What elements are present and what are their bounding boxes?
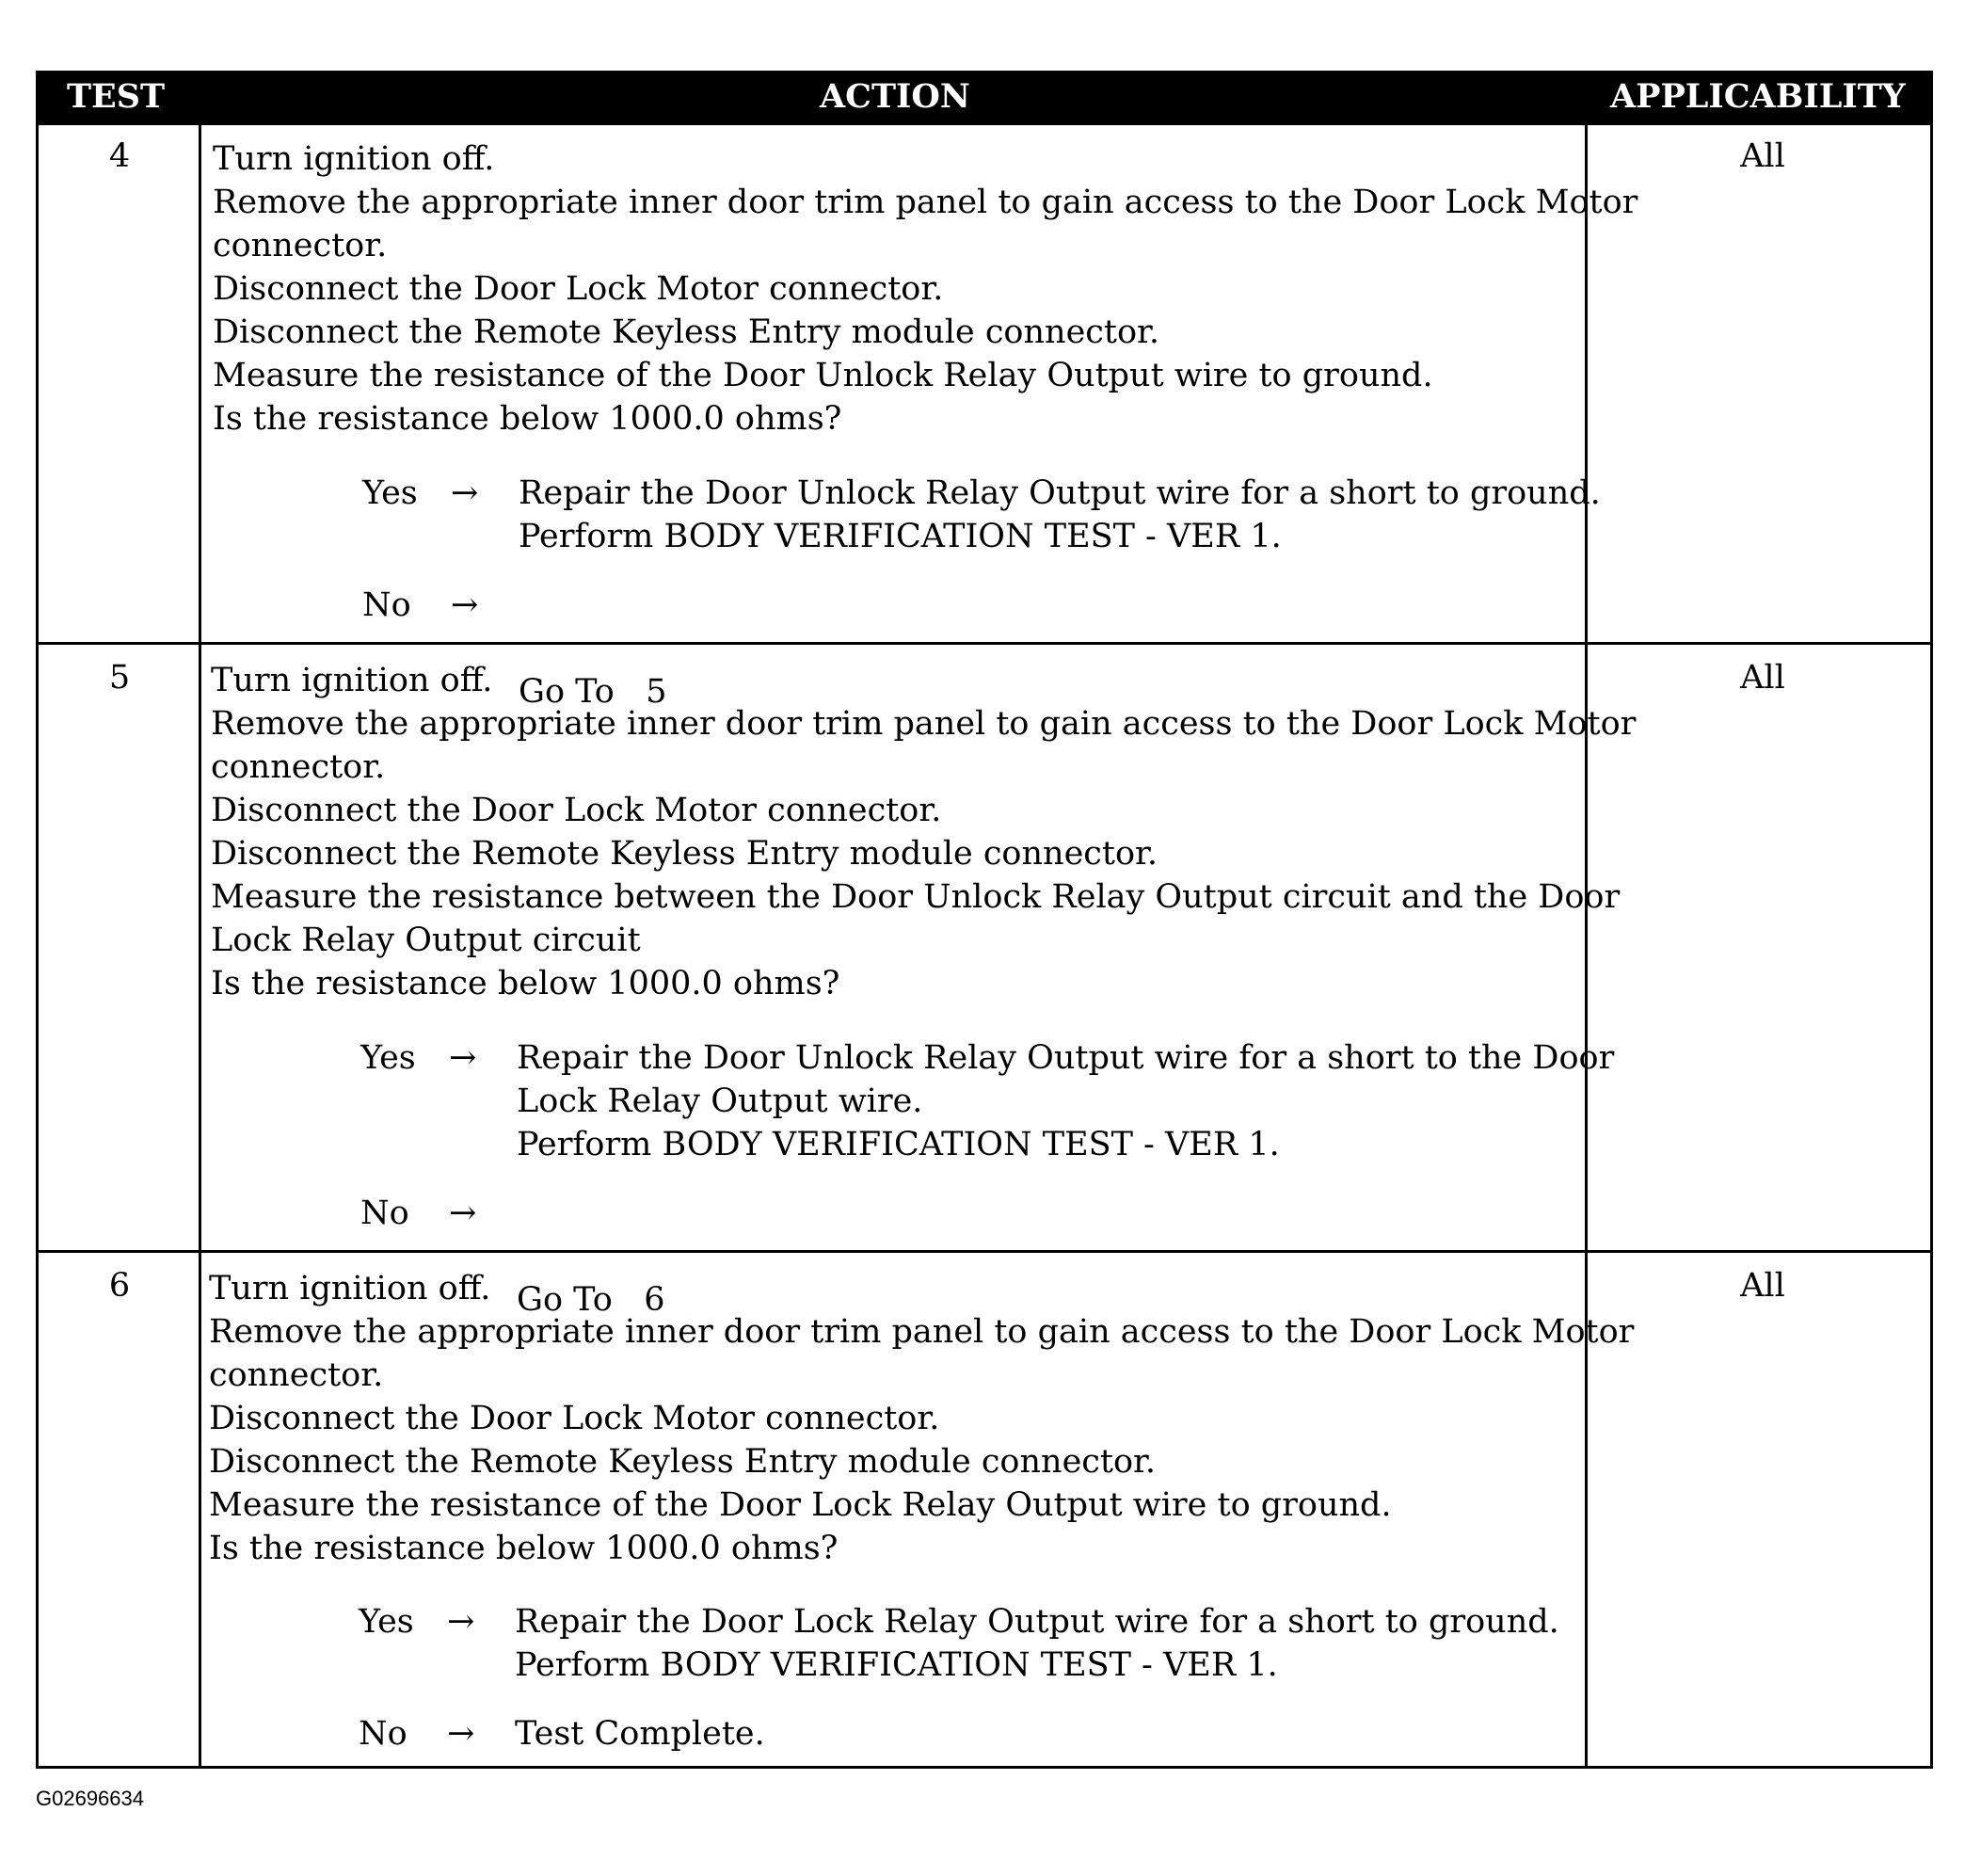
no-label: No xyxy=(359,1715,407,1753)
result-line: Perform BODY VERIFICATION TEST - VER 1. xyxy=(517,1126,1280,1163)
header-action: ACTION xyxy=(820,77,970,116)
yes-label: Yes xyxy=(362,474,418,512)
column-divider-test xyxy=(199,125,201,1766)
diagnostic-test-table xyxy=(36,71,1933,1769)
yes-result xyxy=(519,472,1601,558)
applicability-value: All xyxy=(1740,137,1785,175)
action-step: connector. xyxy=(211,748,386,786)
table-header xyxy=(39,73,1930,125)
result-line: Perform BODY VERIFICATION TEST - VER 1. xyxy=(515,1646,1278,1684)
action-step: Turn ignition off. xyxy=(211,662,493,699)
test-number: 5 xyxy=(108,659,131,697)
action-step: Turn ignition off. xyxy=(209,1270,491,1307)
row-divider xyxy=(39,1250,1930,1253)
yes-result xyxy=(517,1036,1614,1166)
right-arrow-icon: → xyxy=(449,1039,477,1077)
action-step: Remove the appropriate inner door trim panel to gain access to the Door Lock Motor xyxy=(211,705,1637,743)
result-line: Test Complete. xyxy=(515,1715,765,1753)
action-step: Measure the resistance between the Door Unlock Relay Output circuit and the Door xyxy=(211,878,1621,916)
test-number: 6 xyxy=(108,1267,131,1305)
action-steps xyxy=(211,659,1636,1005)
applicability-value: All xyxy=(1740,1267,1785,1305)
result-line: Go To 5 xyxy=(519,673,667,711)
action-step: Lock Relay Output circuit xyxy=(211,922,641,959)
action-step: Turn ignition off. xyxy=(213,140,495,178)
right-arrow-icon: → xyxy=(451,586,479,624)
applicability-value: All xyxy=(1740,659,1785,697)
action-step: Is the resistance below 1000.0 ohms? xyxy=(209,1530,839,1567)
action-step: Disconnect the Door Lock Motor connector. xyxy=(213,270,944,308)
action-step: Disconnect the Remote Keyless Entry module connector. xyxy=(209,1443,1157,1481)
action-step: Disconnect the Remote Keyless Entry module connector. xyxy=(213,313,1160,351)
header-test: TEST xyxy=(67,77,166,116)
action-step: connector. xyxy=(213,227,388,265)
test-number: 4 xyxy=(108,137,131,175)
result-line: Perform BODY VERIFICATION TEST - VER 1. xyxy=(519,518,1282,555)
action-step: Disconnect the Remote Keyless Entry module connector. xyxy=(211,835,1158,873)
yes-label: Yes xyxy=(359,1603,414,1641)
result-line: Repair the Door Unlock Relay Output wire for a short to the Door xyxy=(517,1039,1615,1077)
right-arrow-icon: → xyxy=(449,1195,477,1232)
action-step: Remove the appropriate inner door trim panel to gain access to the Door Lock Motor xyxy=(209,1313,1635,1351)
result-line: Repair the Door Unlock Relay Output wire for a short to ground. xyxy=(519,474,1601,512)
result-line: Lock Relay Output wire. xyxy=(517,1082,923,1120)
no-result xyxy=(515,1712,765,1756)
action-steps xyxy=(209,1267,1634,1570)
result-line: Repair the Door Lock Relay Output wire for a short to ground. xyxy=(515,1603,1559,1641)
row-divider xyxy=(39,642,1930,645)
no-label: No xyxy=(362,586,411,624)
right-arrow-icon: → xyxy=(447,1715,475,1753)
action-step: connector. xyxy=(209,1356,384,1394)
action-step: Remove the appropriate inner door trim panel to gain access to the Door Lock Motor xyxy=(213,184,1638,221)
header-applicability: APPLICABILITY xyxy=(1610,77,1906,116)
result-line: Go To 6 xyxy=(517,1281,665,1319)
action-step: Is the resistance below 1000.0 ohms? xyxy=(211,965,840,1002)
no-label: No xyxy=(360,1195,409,1232)
yes-label: Yes xyxy=(360,1039,416,1077)
right-arrow-icon: → xyxy=(451,474,479,512)
action-step: Is the resistance below 1000.0 ohms? xyxy=(213,400,842,438)
action-step: Disconnect the Door Lock Motor connector. xyxy=(211,792,942,829)
action-step: Measure the resistance of the Door Unlock Relay Output wire to ground. xyxy=(213,357,1433,394)
figure-id: G02696634 xyxy=(36,1787,144,1810)
yes-result xyxy=(515,1600,1559,1687)
right-arrow-icon: → xyxy=(447,1603,475,1641)
action-step: Disconnect the Door Lock Motor connector. xyxy=(209,1400,940,1437)
action-step: Measure the resistance of the Door Lock Relay Output wire to ground. xyxy=(209,1486,1392,1524)
action-steps xyxy=(213,137,1638,441)
